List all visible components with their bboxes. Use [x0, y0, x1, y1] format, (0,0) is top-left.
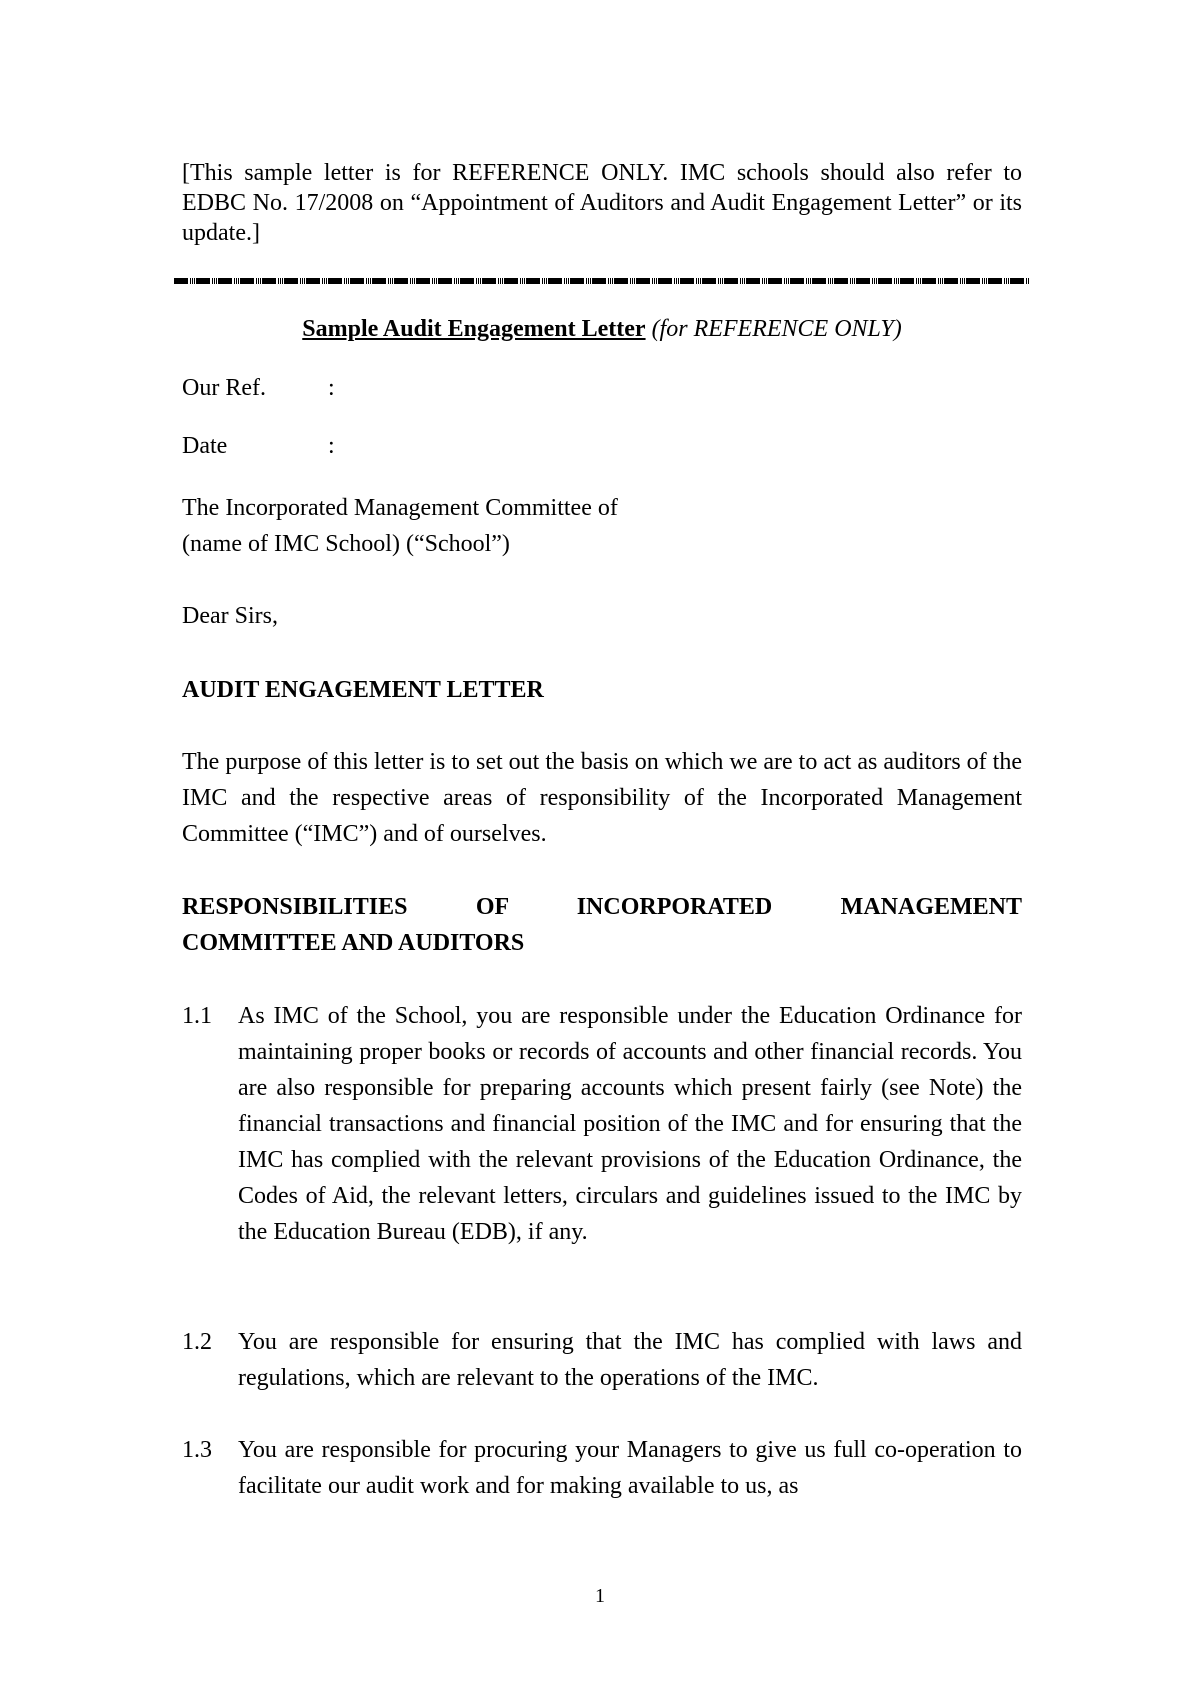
- page-number: 1: [595, 1585, 605, 1607]
- audit-engagement-heading: AUDIT ENGAGEMENT LETTER: [182, 677, 544, 703]
- salutation: Dear Sirs,: [182, 603, 278, 629]
- date-colon: :: [328, 433, 335, 459]
- our-ref-field: [182, 370, 335, 406]
- clause-text: You are responsible for procuring your Managers to give us full co-operation to facilitate our audit work and for making available to us, as: [238, 1437, 1022, 1499]
- decorative-separator: [174, 278, 1030, 284]
- intro-paragraph: The purpose of this letter is to set out the basis on which we are to act as auditors of the IMC and the respective areas of responsibility of the Incorporated Management Committee (“IMC”) and of ourselves.: [182, 749, 1022, 847]
- letter-title-note: (for REFERENCE ONLY): [651, 316, 902, 342]
- responsibilities-heading-line-1: RESPONSIBILITIES OF INCORPORATED MANAGEMENT: [182, 894, 1022, 920]
- date-label: Date: [182, 433, 228, 459]
- clause-number: 1.3: [182, 1437, 212, 1463]
- clause-1-1: [182, 998, 1022, 1250]
- letter-title: [182, 311, 1022, 347]
- our-ref-label: Our Ref.: [182, 375, 266, 401]
- clause-1-2: [182, 1324, 1022, 1396]
- clause-text: As IMC of the School, you are responsible under the Education Ordinance for maintaining proper books or records of accounts and other financial records. You are also responsible for preparing accounts which present fairly (see Note) the financial transactions and financial position of the IMC and for ensuring that the IMC has complied with the relevant provisions of the Education Ordinance, the Codes of Aid, the relevant letters, circulars and guidelines issued to the IMC by the Education Bureau (EDB), if any.: [238, 1003, 1022, 1245]
- responsibilities-heading-line-2: COMMITTEE AND AUDITORS: [182, 930, 525, 956]
- clause-text: You are responsible for ensuring that the IMC has complied with laws and regulations, which are relevant to the operations of the IMC.: [238, 1329, 1022, 1391]
- addressee-line-2: (name of IMC School) (“School”): [182, 531, 510, 557]
- addressee-block: [182, 490, 1022, 562]
- clause-1-3: [182, 1432, 1022, 1504]
- reference-disclaimer: [This sample letter is for REFERENCE ONLY. IMC schools should also refer to EDBC No. 17/2008 on “Appointment of Auditors and Audit Engagement Letter” or its update.]: [182, 160, 1022, 246]
- date-field: [182, 428, 335, 464]
- clause-number: 1.2: [182, 1329, 212, 1355]
- our-ref-colon: :: [328, 375, 335, 401]
- clause-number: 1.1: [182, 1003, 212, 1029]
- letter-title-main: Sample Audit Engagement Letter: [302, 316, 646, 342]
- addressee-line-1: The Incorporated Management Committee of: [182, 495, 618, 521]
